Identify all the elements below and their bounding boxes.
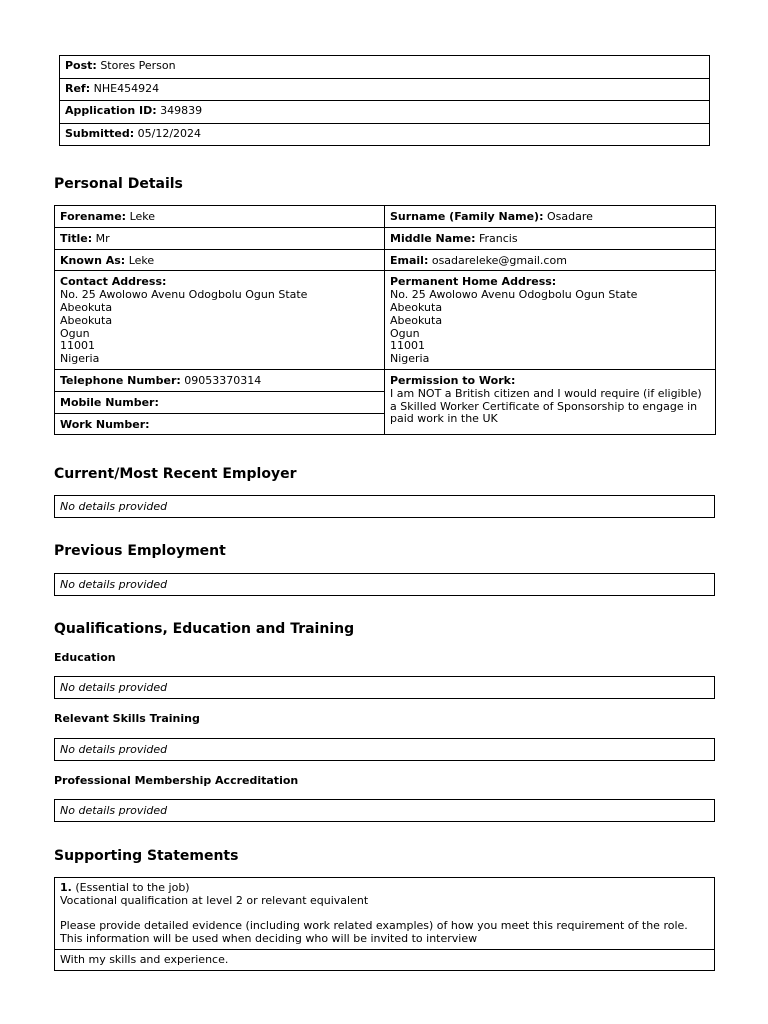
statement-essential: (Essential to the job) [75,881,190,894]
middle-name-cell [385,227,716,249]
contact-address-line: No. 25 Awolowo Avenu Odogbolu Ogun State [60,288,308,302]
ref-label: Ref: [65,81,91,95]
ref-value: NHE454924 [93,81,160,95]
post-value: Stores Person [100,59,176,72]
statement-question-cell [55,878,715,950]
submitted-value: 05/12/2024 [137,126,202,140]
skills-training-box: No details provided [54,738,715,761]
supporting-statement-table [54,877,715,971]
surname-label: Surname (Family Name): [390,210,544,223]
contact-address-line: Abeokuta [60,313,113,327]
statement-number: 1. [60,881,72,894]
permanent-address-cell [385,271,716,370]
contact-address-line: Abeokuta [60,300,113,314]
known-as-cell [55,249,385,271]
permanent-address-line: 11001 [390,339,425,353]
surname-cell [385,206,716,228]
previous-employment-heading: Previous Employment [54,543,226,559]
work-number-label: Work Number: [60,417,150,431]
membership-heading: Professional Membership Accreditation [54,774,299,787]
email-cell [385,249,716,271]
statement-criterion: Vocational qualification at level 2 or relevant equivalent [60,893,369,907]
permanent-address-line: Ogun [390,326,420,340]
surname-value: Osadare [546,210,593,223]
email-value: osadareleke@gmail.com [431,253,567,267]
supporting-statements-heading: Supporting Statements [54,848,239,864]
mobile-cell [55,391,385,413]
application-id-value: 349839 [160,104,203,117]
submitted-label: Submitted: [65,126,135,140]
post-row [60,56,710,79]
telephone-label: Telephone Number: [60,373,181,387]
education-box: No details provided [54,676,715,699]
statement-answer-cell [55,949,715,970]
permanent-address-line: Abeokuta [390,313,443,327]
known-as-label: Known As: [60,253,126,267]
submitted-row [60,123,710,146]
ref-row [60,78,710,101]
telephone-cell [55,369,385,391]
previous-employment-box: No details provided [54,573,715,596]
work-number-cell [55,413,385,435]
application-info-table [59,55,710,146]
permanent-address-line: Abeokuta [390,300,443,314]
contact-address-cell [55,271,385,370]
middle-name-value: Francis [478,231,518,245]
permission-to-work-cell [385,369,716,434]
post-label: Post: [65,59,97,72]
permanent-address-line: Nigeria [390,352,430,366]
forename-cell [55,206,385,228]
membership-box: No details provided [54,799,715,822]
statement-answer: With my skills and experience. [60,952,229,966]
current-employer-heading: Current/Most Recent Employer [54,466,297,482]
telephone-value: 09053370314 [184,373,262,387]
statement-instruction: Please provide detailed evidence (including work related examples) of how you meet this requirement of the role. This information will be used when deciding who will be invited to interview [60,919,688,946]
current-employer-box: No details provided [54,495,715,518]
application-id-row [60,101,710,124]
known-as-value: Leke [128,253,155,267]
title-value: Mr [95,231,110,245]
contact-address-line: Ogun [60,326,90,340]
permission-to-work-label: Permission to Work: [390,373,516,387]
personal-details-table [54,205,716,435]
permanent-address-label: Permanent Home Address: [390,275,557,289]
personal-details-heading: Personal Details [54,176,183,192]
permanent-address-line: No. 25 Awolowo Avenu Odogbolu Ogun State [390,288,638,302]
forename-value: Leke [129,210,156,223]
title-cell [55,227,385,249]
contact-address-label: Contact Address: [60,275,167,289]
middle-name-label: Middle Name: [390,231,476,245]
education-heading: Education [54,651,116,664]
contact-address-line: Nigeria [60,352,100,366]
application-id-label: Application ID: [65,104,157,117]
contact-address-line: 11001 [60,339,95,353]
skills-training-heading: Relevant Skills Training [54,712,200,725]
qualifications-heading: Qualifications, Education and Training [54,621,355,637]
forename-label: Forename: [60,210,127,223]
mobile-label: Mobile Number: [60,395,159,409]
title-label: Title: [60,231,93,245]
email-label: Email: [390,253,429,267]
permission-to-work-value: I am NOT a British citizen and I would require (if eligible) a Skilled Worker Certificate of Sponsorship to engage in paid work in the UK [390,386,702,426]
